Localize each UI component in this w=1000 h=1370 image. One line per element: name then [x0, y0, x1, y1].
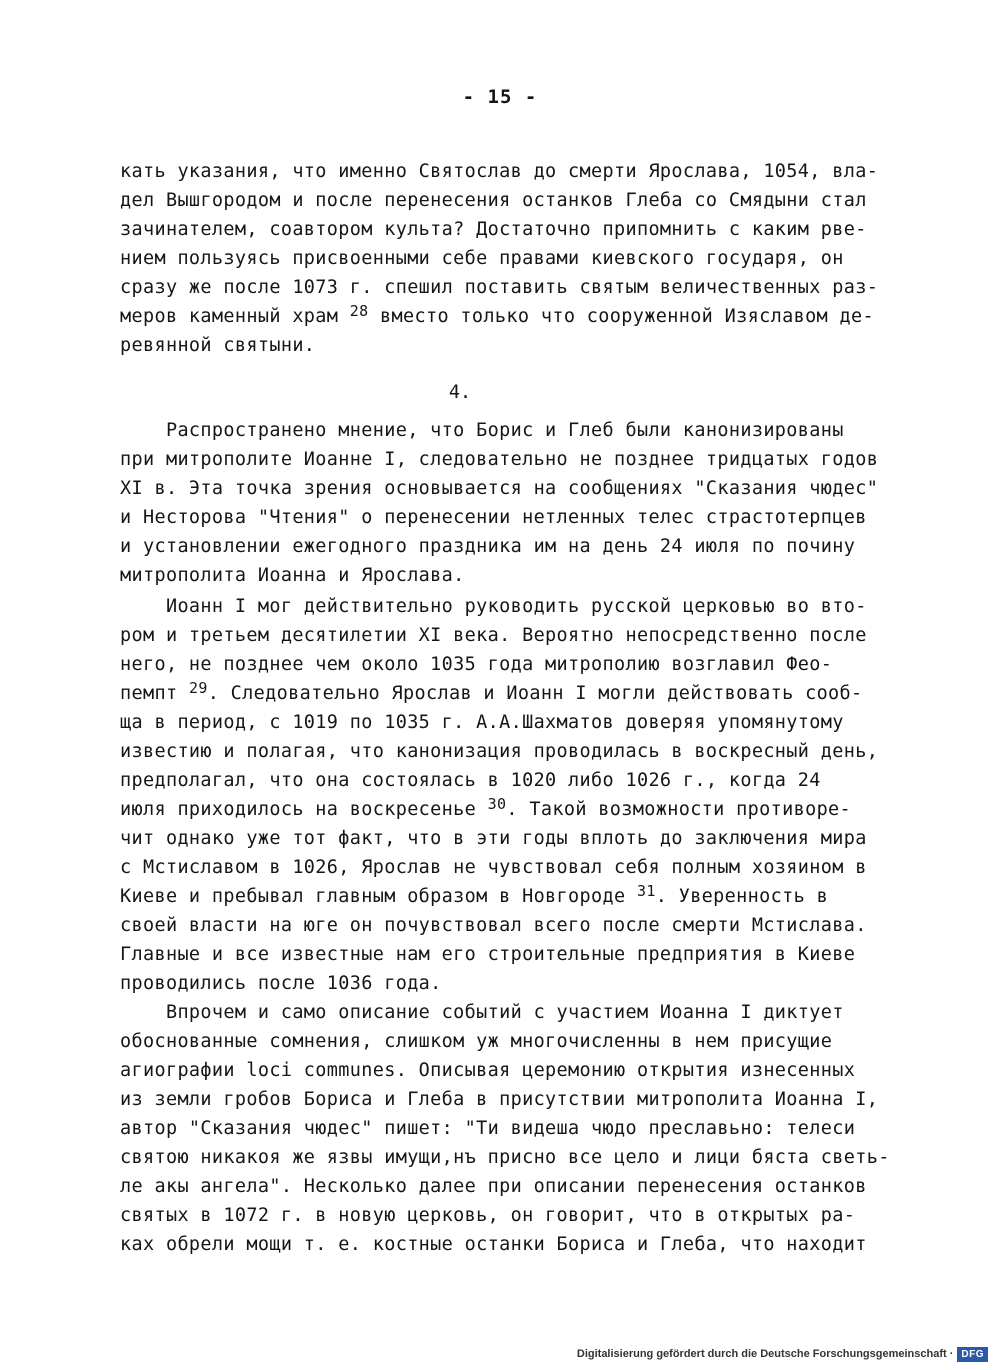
text-segment: Киеве и пребывал главным образом в Новгороде	[120, 886, 637, 907]
text-line	[120, 187, 867, 215]
text-segment: Распространено мнение, что Борис и Глеб были канонизированы	[120, 420, 844, 441]
text-segment: известию и полагая, что канонизация проводилась в воскресный день,	[120, 741, 879, 762]
text-segment: митрополита Иоанна и Ярослава.	[120, 565, 465, 586]
text-line	[120, 593, 867, 621]
text-line	[120, 1057, 855, 1085]
text-segment: . Уверенность в	[655, 886, 829, 907]
section-number: 4.	[448, 382, 472, 403]
text-line	[120, 274, 878, 302]
text-line	[120, 332, 315, 360]
text-line	[120, 533, 855, 561]
text-segment: . Следовательно Ярослав и Иоанн I могли действовать сооб-	[207, 683, 863, 704]
text-segment: своей власти на юге он почувствовал всего после смерти Мстислава.	[120, 915, 867, 936]
text-segment: кать указания, что именно Святослав до смерти Ярослава, 1054, вла-	[120, 161, 879, 182]
text-segment: святых в 1072 г. в новую церковь, он говорит, что в открытых ра-	[120, 1205, 856, 1226]
text-line	[120, 651, 832, 679]
text-segment: зачинателем, соавтором культа? Достаточно припомнить с каким рве-	[120, 219, 867, 240]
text-segment: автор "Сказания чюдес" пишет: "Ти видеша чюдо преславьно: телеси	[120, 1118, 856, 1139]
text-segment: вместо только что сооруженной Изяславом де-	[368, 306, 875, 327]
text-line	[120, 1202, 855, 1230]
text-segment: него, не позднее чем около 1035 года митрополию возглавил Фео-	[120, 654, 833, 675]
text-segment: обоснованные сомнения, слишком уж многочисленны в нем присущие	[120, 1031, 833, 1052]
text-line	[120, 854, 867, 882]
footnote-ref: 29	[188, 679, 208, 697]
text-line	[120, 417, 844, 445]
text-segment: XI в. Эта точка зрения основывается на сообщениях "Сказания чюдес"	[120, 478, 879, 499]
text-segment: ле акы ангела". Несколько далее при описании перенесения останков	[120, 1176, 867, 1197]
text-segment: Иоанн I мог действительно руководить русской церковью во вто-	[120, 596, 867, 617]
text-line	[120, 504, 867, 532]
text-line	[120, 1231, 867, 1259]
text-line	[120, 912, 867, 940]
text-line	[120, 1028, 832, 1056]
text-line	[120, 1173, 867, 1201]
dfg-logo: DFG	[957, 1347, 988, 1362]
text-line	[120, 767, 821, 795]
text-line	[120, 245, 844, 273]
text-segment: Главные и все известные нам его строительные предприятия в Киеве	[120, 944, 856, 965]
text-segment: Впрочем и само описание событий с участием Иоанна I диктует	[120, 1002, 844, 1023]
text-segment: при митрополите Иоанне I, следовательно не позднее тридцатых годов	[120, 449, 879, 470]
text-line	[120, 709, 844, 737]
text-segment: и установлении ежегодного праздника им на день 24 июля по почину	[120, 536, 856, 557]
text-segment: июля приходилось на воскресенье	[120, 799, 488, 820]
footnote-ref: 30	[487, 795, 507, 813]
text-segment: ща в период, с 1019 по 1035 г. А.А.Шахматов доверяя упомянутому	[120, 712, 844, 733]
text-segment: ках обрели мощи т. е. костные останки Бориса и Глеба, что находит	[120, 1234, 867, 1255]
text-line	[120, 1144, 890, 1172]
footnote-ref: 28	[349, 302, 369, 320]
text-segment: святою никакоя же язвы имущи,нъ присно все цело и лици бяста светь-	[120, 1147, 890, 1168]
text-segment: чит однако уже тот факт, что в эти годы вплоть до заключения мира	[120, 828, 867, 849]
text-line	[120, 446, 878, 474]
page-number: - 15 -	[462, 86, 538, 108]
text-line	[120, 158, 878, 186]
text-line	[120, 303, 874, 331]
text-segment: нием пользуясь присвоенными себе правами киевского государя, он	[120, 248, 844, 269]
text-segment: пемпт	[120, 683, 189, 704]
text-line	[120, 680, 863, 708]
text-segment: агиографии loci communes. Описывая церемонию открытия изнесенных	[120, 1060, 856, 1081]
text-line	[120, 1086, 878, 1114]
text-line	[120, 1115, 855, 1143]
text-line	[120, 796, 851, 824]
text-line	[120, 825, 867, 853]
text-line	[120, 941, 855, 969]
text-segment: и Несторова "Чтения" о перенесении нетленных телес страстотерпцев	[120, 507, 867, 528]
text-segment: сразу же после 1073 г. спешил поставить святым величественных раз-	[120, 277, 879, 298]
text-line	[120, 999, 844, 1027]
text-line	[120, 738, 878, 766]
footnote-ref: 31	[636, 882, 656, 900]
text-line	[120, 883, 828, 911]
text-line	[120, 562, 465, 590]
text-line	[120, 970, 442, 998]
text-segment: предполагал, что она состоялась в 1020 либо 1026 г., когда 24	[120, 770, 821, 791]
text-segment: с Мстиславом в 1026, Ярослав не чувствовал себя полным хозяином в	[120, 857, 867, 878]
text-segment: ром и третьем десятилетии XI века. Вероятно непосредственно после	[120, 625, 867, 646]
footer	[577, 1344, 988, 1364]
text-segment: меров каменный храм	[120, 306, 350, 327]
text-segment: . Такой возможности противоре-	[506, 799, 852, 820]
text-segment: из земли гробов Бориса и Глеба в присутствии митрополита Иоанна I,	[120, 1089, 879, 1110]
text-line	[120, 475, 878, 503]
text-segment: ревянной святыни.	[120, 335, 316, 356]
text-line	[120, 622, 867, 650]
text-line	[120, 216, 867, 244]
text-segment: дел Вышгородом и после перенесения останков Глеба со Смядыни стал	[120, 190, 867, 211]
footer-credit: Digitalisierung gefördert durch die Deutsche Forschungsgemeinschaft ·	[576, 1348, 954, 1360]
text-segment: проводились после 1036 года.	[120, 973, 442, 994]
